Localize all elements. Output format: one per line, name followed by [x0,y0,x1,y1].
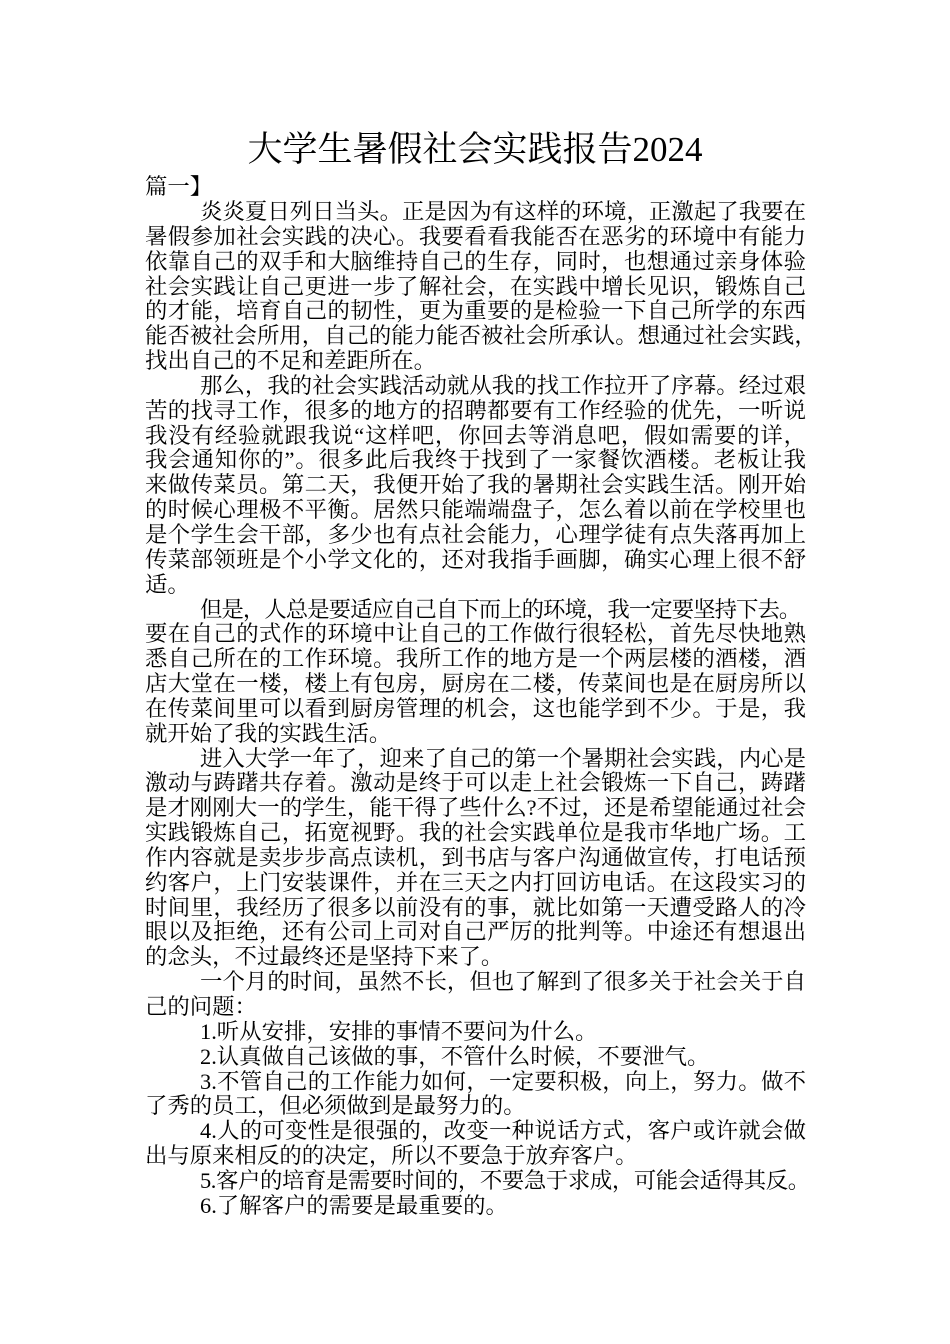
paragraph-line: 但是，人总是要适应自己自下而上的环境，我一定要坚持下去。 [200,596,801,622]
paragraph-line: 来做传菜员。第二天，我便开始了我的暑期社会实践生活。刚开始 [145,472,806,498]
list-item-4 [145,1119,806,1169]
paragraph-line: 作内容就是卖步步高点读机，到书店与客户沟通做宣传，打电话预 [145,844,806,870]
paragraph-line: 适。 [145,571,190,597]
list-item-6 [145,1194,806,1219]
paragraph-line: 炎炎夏日列日当头。正是因为有这样的环境，正激起了我要在 [200,199,806,224]
document-body [145,199,817,1219]
paragraph-line: 我会通知你的”。很多此后我终于找到了一家餐饮酒楼。老板让我 [145,447,806,473]
list-item-line: 3.不管自己的工作能力如何，一定要积极，向上，努力。做不 [200,1068,806,1094]
paragraph-line: 的时候心理极不平衡。居然只能端端盘子，怎么着以前在学校里也 [145,497,806,523]
paragraph-4 [145,747,806,971]
paragraph-line: 是个学生会干部，多少也有点社会能力，心理学徒有点失落再加上 [145,521,806,547]
list-item-line: 1.听从安排，安排的事情不要问为什么。 [200,1018,598,1044]
list-item-3 [145,1070,806,1120]
paragraph-line: 传菜部领班是个小学文化的，还对我指手画脚，确实心理上很不舒 [145,546,806,572]
list-item-line: 了秀的员工，但必须做到是最努力的。 [145,1093,526,1119]
list-item-line: 6.了解客户的需要是最重要的。 [200,1192,508,1218]
lesson-list [145,1018,810,1219]
paragraph-line: 实践锻炼自己，拓宽视野。我的社会实践单位是我市华地广场。工 [145,820,806,846]
paragraph-line: 苦的找寻工作，很多的地方的招聘都要有工作经验的优先，一听说 [145,397,806,423]
paragraph-line: 时间里，我经历了很多以前没有的事，就比如第一天遭受路人的冷 [145,894,806,920]
paragraph-line: 的念头，不过最终还是坚持下来了。 [145,944,504,970]
paragraph-line: 在传菜间里可以看到厨房管理的机会，这也能学到不少。于是，我 [145,695,806,721]
paragraph-5 [145,970,806,1020]
paragraph-line: 暑假参加社会实践的决心。我要看看我能否在恶劣的环境中有能力 [145,223,806,249]
list-item-5 [145,1167,810,1194]
paragraph-line: 依靠自己的双手和大脑维持自己的生存，同时，也想通过亲身体验 [145,248,806,274]
paragraph-1 [145,199,817,374]
paragraph-line: 店大堂在一楼，楼上有包房，厨房在二楼，传菜间也是在厨房所以 [145,671,806,697]
doc-title: 大学生暑假社会实践报告2024 [247,130,703,169]
list-item-2 [145,1045,806,1070]
paragraph-line: 找出自己的不足和差距所在。 [145,348,437,374]
list-item-line: 出与原来相反的的决定，所以不要急于放弃客户。 [145,1143,638,1169]
paragraph-line: 的才能，培育自己的韧性，更为重要的是检验一下自己所学的东西 [145,298,806,324]
paragraph-line: 己的问题： [145,994,257,1019]
paragraph-line: 要在自己的式作的环境中让自己的工作做行很轻松，首先尽快地熟 [145,621,806,647]
list-item-1 [145,1020,806,1045]
paragraph-3 [145,598,806,747]
paragraph-line: 那么，我的社会实践活动就从我的找工作拉开了序幕。经过艰 [200,372,806,398]
paragraph-line: 是才刚刚大一的学生，能干得了些什么?不过，还是希望能通过社会 [145,795,806,821]
list-item-line: 2.认真做自己该做的事，不管什么时候，不要泄气。 [200,1043,710,1069]
paragraph-line: 就开始了我的实践生活。 [145,720,392,746]
paragraph-line: 我没有经验就跟我说“这样吧，你回去等消息吧，假如需要的详， [145,422,806,448]
paragraph-line: 一个月的时间，虽然不长，但也了解到了很多关于社会关于自 [200,969,806,995]
list-item-line: 4.人的可变性是很强的，改变一种说话方式，客户或许就会做 [200,1118,806,1144]
section-label: 篇一】 [145,174,213,199]
paragraph-line: 进入大学一年了，迎来了自己的第一个暑期社会实践，内心是 [200,745,806,771]
paragraph-line: 眼以及拒绝，还有公司上司对自己严厉的批判等。中途还有想退出 [145,919,806,945]
list-item-line: 5.客户的培育是需要时间的，不要急于求成，可能会适得其反。 [200,1167,810,1193]
paragraph-line: 激动与踌躇共存着。激动是终于可以走上社会锻炼一下自己，踌躇 [145,770,806,796]
paragraph-line: 能否被社会所用，自己的能力能否被社会所承认。想通过社会实践， [145,323,817,349]
paragraph-line: 悉自己所在的工作环境。我所工作的地方是一个两层楼的酒楼，酒 [145,646,806,672]
paragraph-2 [145,374,806,598]
paragraph-line: 社会实践让自己更进一步了解社会，在实践中增长见识，锻炼自己 [145,273,806,299]
paragraph-line: 约客户，上门安装课件，并在三天之内打回访电话。在这段实习的 [145,869,806,895]
